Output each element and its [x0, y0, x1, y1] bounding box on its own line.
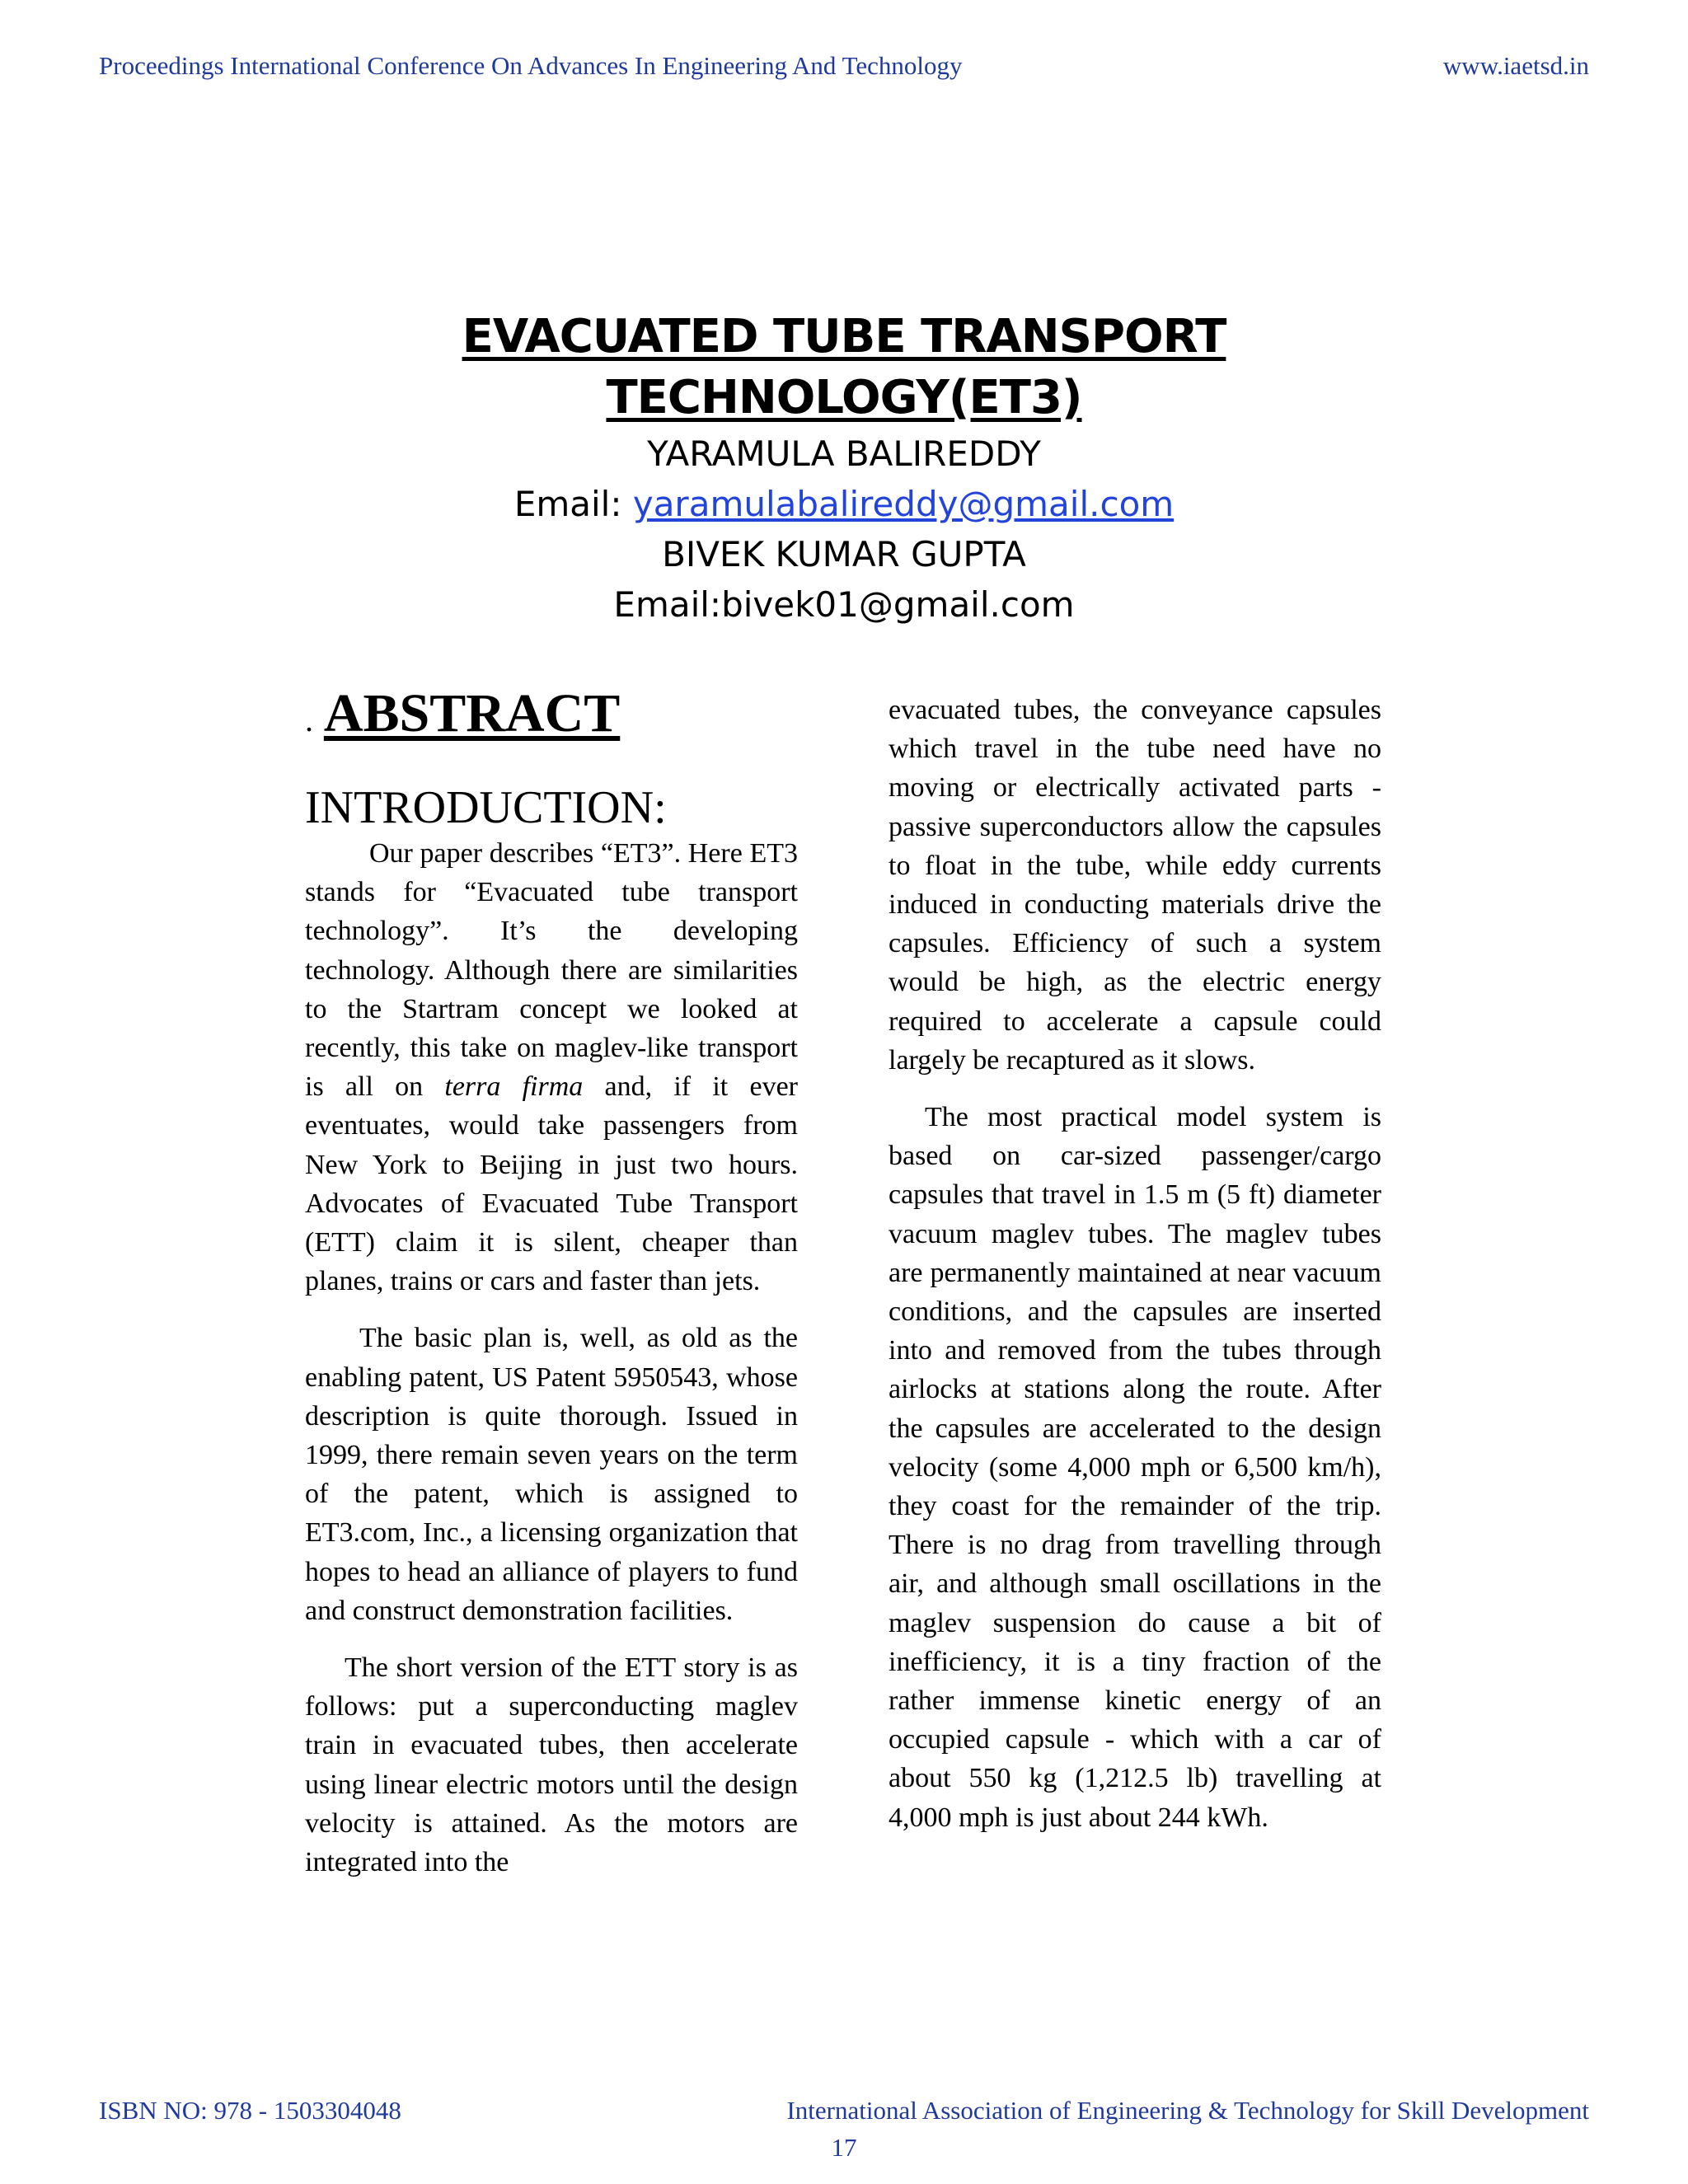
paragraph-3-first-part: The short version of the ETT story is as follows: put a superconducting maglev train in evacuated tubes, then accelerate using linear electric motors until the design velocity is attained. As the motors are integrated into the [305, 1652, 798, 1878]
paragraph-2: The basic plan is, well, as old as the enabling patent, US Patent 5950543, whose description is quite thorough. Issued in 1999, there remain seven years on the term of the patent, which is assigned to ET3.com, Inc., a licensing organization that hopes to head an alliance of players to fund and construct demonstration facilities. [305, 1323, 798, 1626]
header-website[interactable]: www.iaetsd.in [1442, 51, 1589, 80]
author-1-email-link[interactable]: yaramulabalireddy@gmail.com [632, 484, 1175, 524]
author-2-email-line: Email:bivek01@gmail.com [613, 584, 1075, 625]
abstract-heading [305, 682, 798, 752]
paragraph-1-italic: terra firma [444, 1071, 584, 1103]
author-1-email-label: Email: [513, 484, 633, 524]
author-2-name: BIVEK KUMAR GUPTA [662, 534, 1026, 574]
right-column [889, 691, 1381, 1855]
paper-title-line-2: TECHNOLOGY(ET3) [606, 371, 1082, 424]
author-1-email-line [0, 479, 1688, 529]
header-conference-name: Proceedings International Conference On Advances In Engineering And Technology [99, 51, 963, 80]
paragraph-1 [305, 834, 798, 1301]
page-number: 17 [831, 2133, 857, 2162]
abstract-word: ABSTRACT [323, 683, 621, 743]
footer-association: International Association of Engineering & Technology for Skill Development [786, 2096, 1589, 2125]
paragraph-3-continued: evacuated tubes, the conveyance capsules which travel in the tube need have no moving or electrically activated parts - passive superconductors allow the capsules to float in the tube, while eddy currents induced in conducting materials drive the capsules. Efficiency of such a system would be high, as the electric energy required to accelerate a capsule could largely be recaptured as it slows. [889, 695, 1381, 1076]
left-column [305, 682, 798, 1900]
title-block [0, 307, 1688, 630]
paragraph-4: The most practical model system is based on car-sized passenger/cargo capsules that travel in 1.5 m (5 ft) diameter vacuum maglev tubes. The maglev tubes are permanently maintained at near vacuum conditions, and the capsules are inserted into and removed from the tubes through airlocks at stations along the route. After the capsules are accelerated to the design velocity (some 4,000 mph or 6,500 km/h), they coast for the remainder of the trip. There is no drag from travelling through air, and although small oscillations in the maglev suspension do cause a bit of inefficiency, it is a tiny fraction of the rather immense kinetic energy of an occupied capsule - which with a car of about 550 kg (1,212.5 lb) travelling at 4,000 mph is just about 244 kWh. [889, 1102, 1381, 1833]
author-1-name: YARAMULA BALIREDDY [647, 434, 1041, 474]
introduction-heading: INTRODUCTION: [305, 782, 667, 833]
footer-isbn: ISBN NO: 978 - 1503304048 [99, 2096, 401, 2125]
paper-title-line-1: EVACUATED TUBE TRANSPORT [462, 310, 1226, 363]
paragraph-1-text-a: Our paper describes “ET3”. Here ET3 stands for “Evacuated tube transport technology”. It’s the developing technology. Although there are similarities to the Startram concept we looked at recently, this take on maglev-like transport is all on [305, 838, 798, 1103]
paragraph-1-text-b: and, if it ever eventuates, would take passengers from New York to Beijing in just two hours. Advocates of Evacuated Tube Transport (ETT) claim it is silent, cheaper than planes, trains or cars and faster than jets. [305, 1071, 798, 1297]
abstract-dot: . [305, 701, 313, 738]
